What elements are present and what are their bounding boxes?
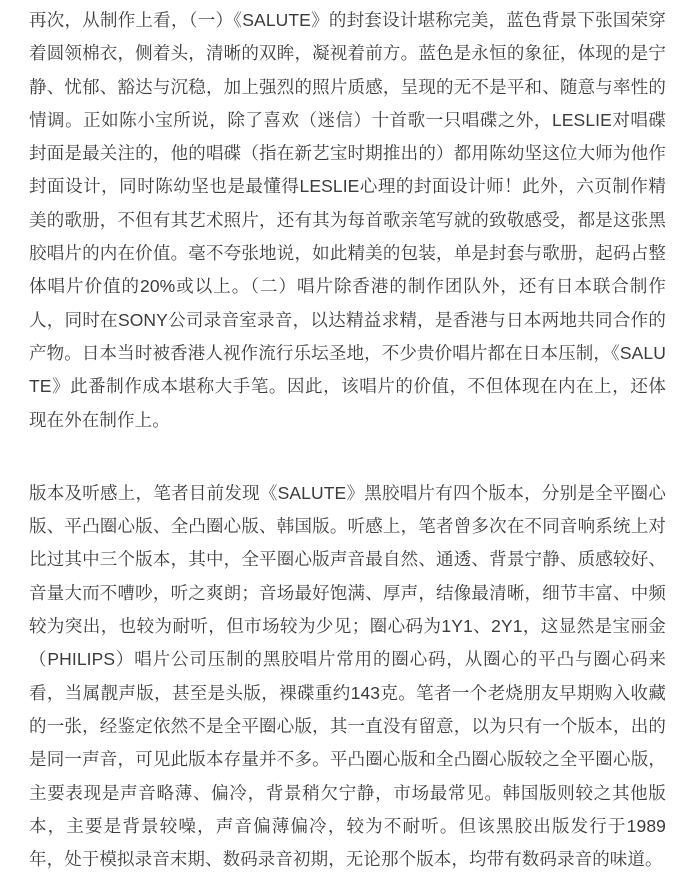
paragraph-versions: 版本及听感上，笔者目前发现《SALUTE》黑胶唱片有四个版本，分别是全平圈心版、平凸圈心版、全凸圈心版、韩国版。听感上，笔者曾多次在不同音响系统上对比过其中三个版本，其中，全平圈心版声音最自然、通透、背景宁静、质感较好、音量大而不嘈吵，听之爽朗；音场最好饱满、厚声，结像最清晰，细节丰富、中频较为突出，也较为耐听，但市场较为少见；圈心码为1Y1、2Y1，这显然是宝丽金（PHILIPS）唱片公司压制的黑胶唱片常用的圈心码，从圈心的平凸与圈心码来看，当属靓声版，甚至是头版，裸碟重约143克。笔者一个老烧朋友早期购入收藏的一张，经鉴定依然不是全平圈心版，其一直没有留意，以为只有一个版本，出的是同一声音，可见此版本存量并不多。平凸圈心版和全凸圈心版较之全平圈心版，主要表现是声音略薄、偏冷，背景稍欠宁静，市场最常见。韩国版则较之其他版本，主要是背景较噪，声音偏薄偏冷，较为不耐听。但该黑胶出版发行于1989年，处于模拟录音末期、数码录音初期，无论那个版本，均带有数码录音的味道。 [29, 482, 666, 870]
paragraph-production: 再次，从制作上看，（一）《SALUTE》的封套设计堪称完美，蓝色背景下张国荣穿着圆领棉衣，侧着头，清晰的双眸，凝视着前方。蓝色是永恒的象征，体现的是宁静、忧郁、豁达与沉稳，加上强烈的照片质感，呈现的无不是平和、随意与率性的情调。正如陈小宝所说，除了喜欢（迷信）十首歌一只唱碟之外，LESLIE对唱碟封面是最关注的，他的唱碟（指在新艺宝时期推出的）都用陈幼坚这位大师为他作封面设计，同时陈幼坚也是最懂得LESLIE心理的封面设计师！此外，六页制作精美的歌册，不但有其艺术照片，还有其为每首歌亲笔写就的致敬感受，都是这张黑胶唱片的内在价值。毫不夸张地说，如此精美的包装，单是封套与歌册，起码占整体唱片价值的20%或以上。（二）唱片除香港的制作团队外，还有日本联合制作人，同时在SONY公司录音室录音，以达精益求精，是香港与日本两地共同合作的产物。日本当时被香港人视作流行乐坛圣地，不少贵价唱片都在日本压制，《SALUTE》此番制作成本堪称大手笔。因此，该唱片的价值，不但体现在内在上，还体现在外在制作上。 [29, 10, 666, 430]
